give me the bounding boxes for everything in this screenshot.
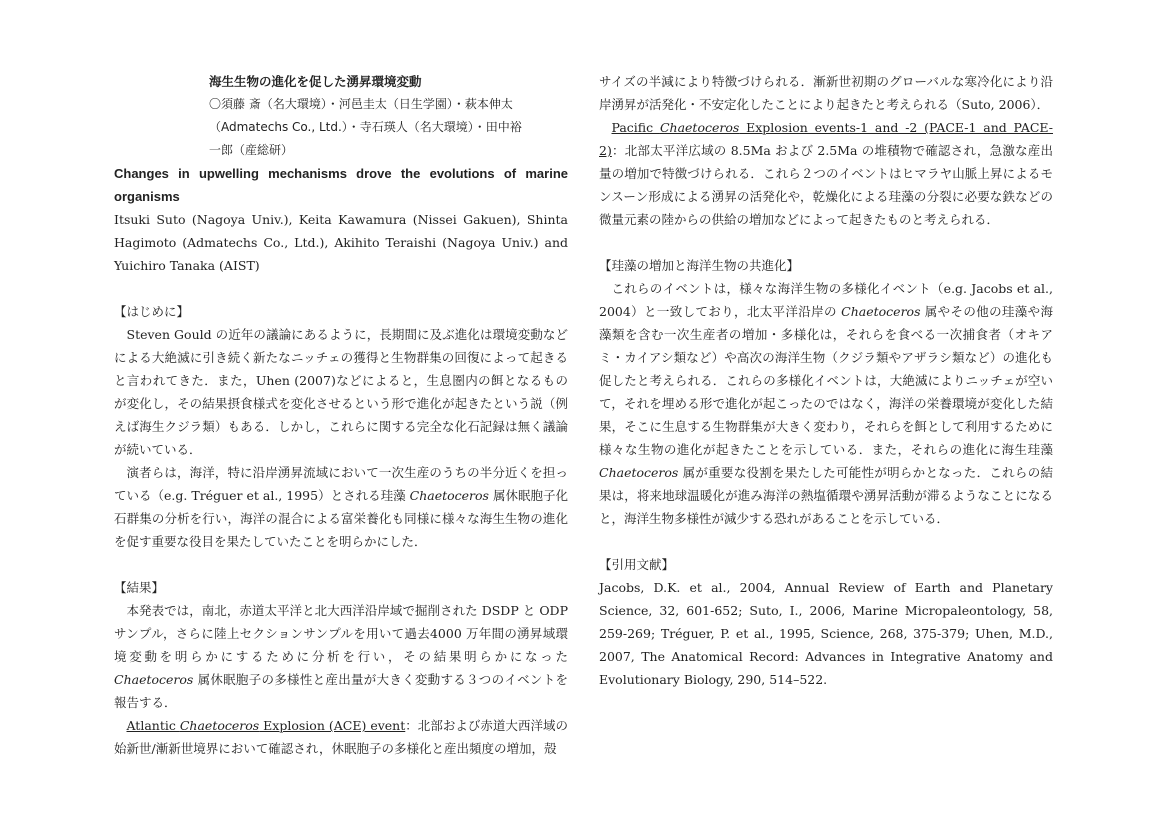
ace-name-b: Explosion (ACE) event [259, 718, 406, 733]
ace-paragraph [114, 714, 568, 760]
coevolution-heading: 【珪藻の増加と海洋生物の共進化】 [599, 258, 800, 273]
authors-en: Itsuki Suto (Nagoya Univ.), Keita Kawamura (Nissei Gakuen), Shinta Hagimoto (Admatechs Co., Ltd.), Akihito Teraishi (Nagoya Univ.) and Yuichiro Tanaka (AIST) [114, 212, 568, 273]
coevolution-paragraph [599, 277, 1053, 530]
coevo-genus-2: Chaetoceros [599, 465, 679, 480]
pace-paragraph [599, 116, 1053, 231]
authors-ja-line-1: 〇須藤 斎（名大環境）・河邑圭太（日生学園）・萩本伸太 [209, 97, 513, 111]
coevo-text-c: 属が重要な役割を果たした可能性が明らかとなった．これらの結果は，将来地球温暖化が進み海洋の熱塩循環や湧昇活動が滞るようなことになると，海洋生物多様性が減少する恐れがあることを示している． [599, 465, 1053, 526]
title-en: Changes in upwelling mechanisms drove the evolutions of marine organisms [114, 166, 568, 204]
intro-paragraph-2 [114, 461, 568, 553]
header-ja [209, 70, 568, 162]
authors-ja-line-3: 一郎（産総研） [209, 143, 294, 157]
results-heading: 【結果】 [114, 580, 165, 595]
right-column [599, 70, 1053, 691]
ace-name-a: Atlantic [126, 718, 180, 733]
ace-genus: Chaetoceros [179, 718, 260, 733]
pace-name-b: Explosion events-1 and -2 (PACE-1 and PACE-2) [599, 120, 1053, 158]
results-p1-text-a: 本発表では，南北，赤道太平洋と北大西洋沿岸域で掘削された DSDP と ODP サンプル，さらに陸上セクションサンプルを用いて過去4000 万年間の湧昇域環境変動を明らかにするために分析を行い，その結果明らかになった [114, 603, 568, 664]
references-heading: 【引用文献】 [599, 557, 675, 572]
results-p1-text-b: 属休眠胞子の多様性と産出量が大きく変動する３つのイベントを報告する． [114, 672, 568, 710]
pace-text: ：北部太平洋広域の 8.5Ma および 2.5Ma の堆積物で確認され，急激な産出量の増加で特徴づけられる．これら２つのイベントはヒマラヤ山脈上昇によるモンスーン形成による湧昇の活発化や，乾燥化による珪藻の分裂に必要な鉄などの微量元素の陸からの供給の増加などによって起きたものと考えられる． [599, 143, 1053, 227]
coevo-text-a: これらのイベントは，様々な海洋生物の多様化イベント（e.g. Jacobs et al., 2004）と一致しており，北太平洋沿岸の [599, 281, 1053, 319]
pace-genus: Chaetoceros [659, 120, 740, 135]
left-column [114, 70, 568, 760]
title-ja: 海生生物の進化を促した湧昇環境変動 [209, 74, 422, 89]
continued-text: サイズの半減により特徴づけられる．漸新世初期のグローバルな寒冷化により沿岸湧昇が活発化・不安定化したことにより起きたと考えられる（Suto, 2006）． [599, 74, 1053, 112]
authors-ja-line-2: （Admatechs Co., Ltd.）・寺石瑛人（名大環境）・田中裕 [209, 120, 522, 134]
coevo-text-b: 属やその他の珪藻や海藻類を含む一次生産者の増加・多様化は，それらを食べる一次捕食者（オキアミ・カイアシ類など）や高次の海洋生物（クジラ類やアザラシ類など）の進化も促したと考えられる．これらの多様化イベントは，大絶滅によりニッチェが空いて，それを埋める形で進化が起こったのではなく，海洋の栄養環境が変化した結果，そこに生息する生物群集が大きく変わり，それらを餌として利用するために様々な生物の進化が起きたことを示している．また，それらの進化に海生珪藻 [599, 304, 1053, 457]
intro-p2-text-b: 属休眠胞子化石群集の分析を行い，海洋の混合による富栄養化も同様に様々な海生生物の進化を促す重要な役目を果たしていたことを明らかにした． [114, 488, 568, 549]
ace-event-name [127, 718, 406, 733]
intro-paragraph-1: Steven Gould の近年の議論にあるように，長期間に及ぶ進化は環境変動などによる大絶滅に引き続く新たなニッチェの獲得と生物群集の回復によって起きると言われてきた．また，Uhen (2007)などによると，生息圏内の餌となるものが変化し，その結果摂食様式を変化させるという形で進化が起きたという説（例えば海生クジラ類）もある．しかし，これらに関する完全な化石記録は無く議論が続いている． [114, 327, 568, 457]
pace-name-a: Pacific [611, 120, 660, 135]
intro-heading: 【はじめに】 [114, 304, 190, 319]
results-p1-genus: Chaetoceros [114, 672, 194, 687]
intro-p2-genus: Chaetoceros [409, 488, 489, 503]
coevo-genus-1: Chaetoceros [841, 304, 921, 319]
results-paragraph-1 [114, 599, 568, 714]
ace-text: ：北部および赤道大西洋域の始新世/漸新世境界において確認され，休眠胞子の多様化と産出頻度の増加，殻 [114, 718, 569, 756]
intro-p2-text-a: 演者らは，海洋，特に沿岸湧昇流域において一次生産のうちの半分近くを担っている（e.g. Tréguer et al., 1995）とされる珪藻 [114, 465, 568, 503]
references-text: Jacobs, D.K. et al., 2004, Annual Review of Earth and Planetary Science, 32, 601-652; Suto, I., 2006, Marine Micropaleontology, 58, 259-269; Tréguer, P. et al., 1995, Science, 268, 375-379; Uhen, M.D., 2007, The Anatomical Record: Advances in Integrative Anatomy and Evolutionary Biology, 290, 514–522. [599, 580, 1053, 687]
